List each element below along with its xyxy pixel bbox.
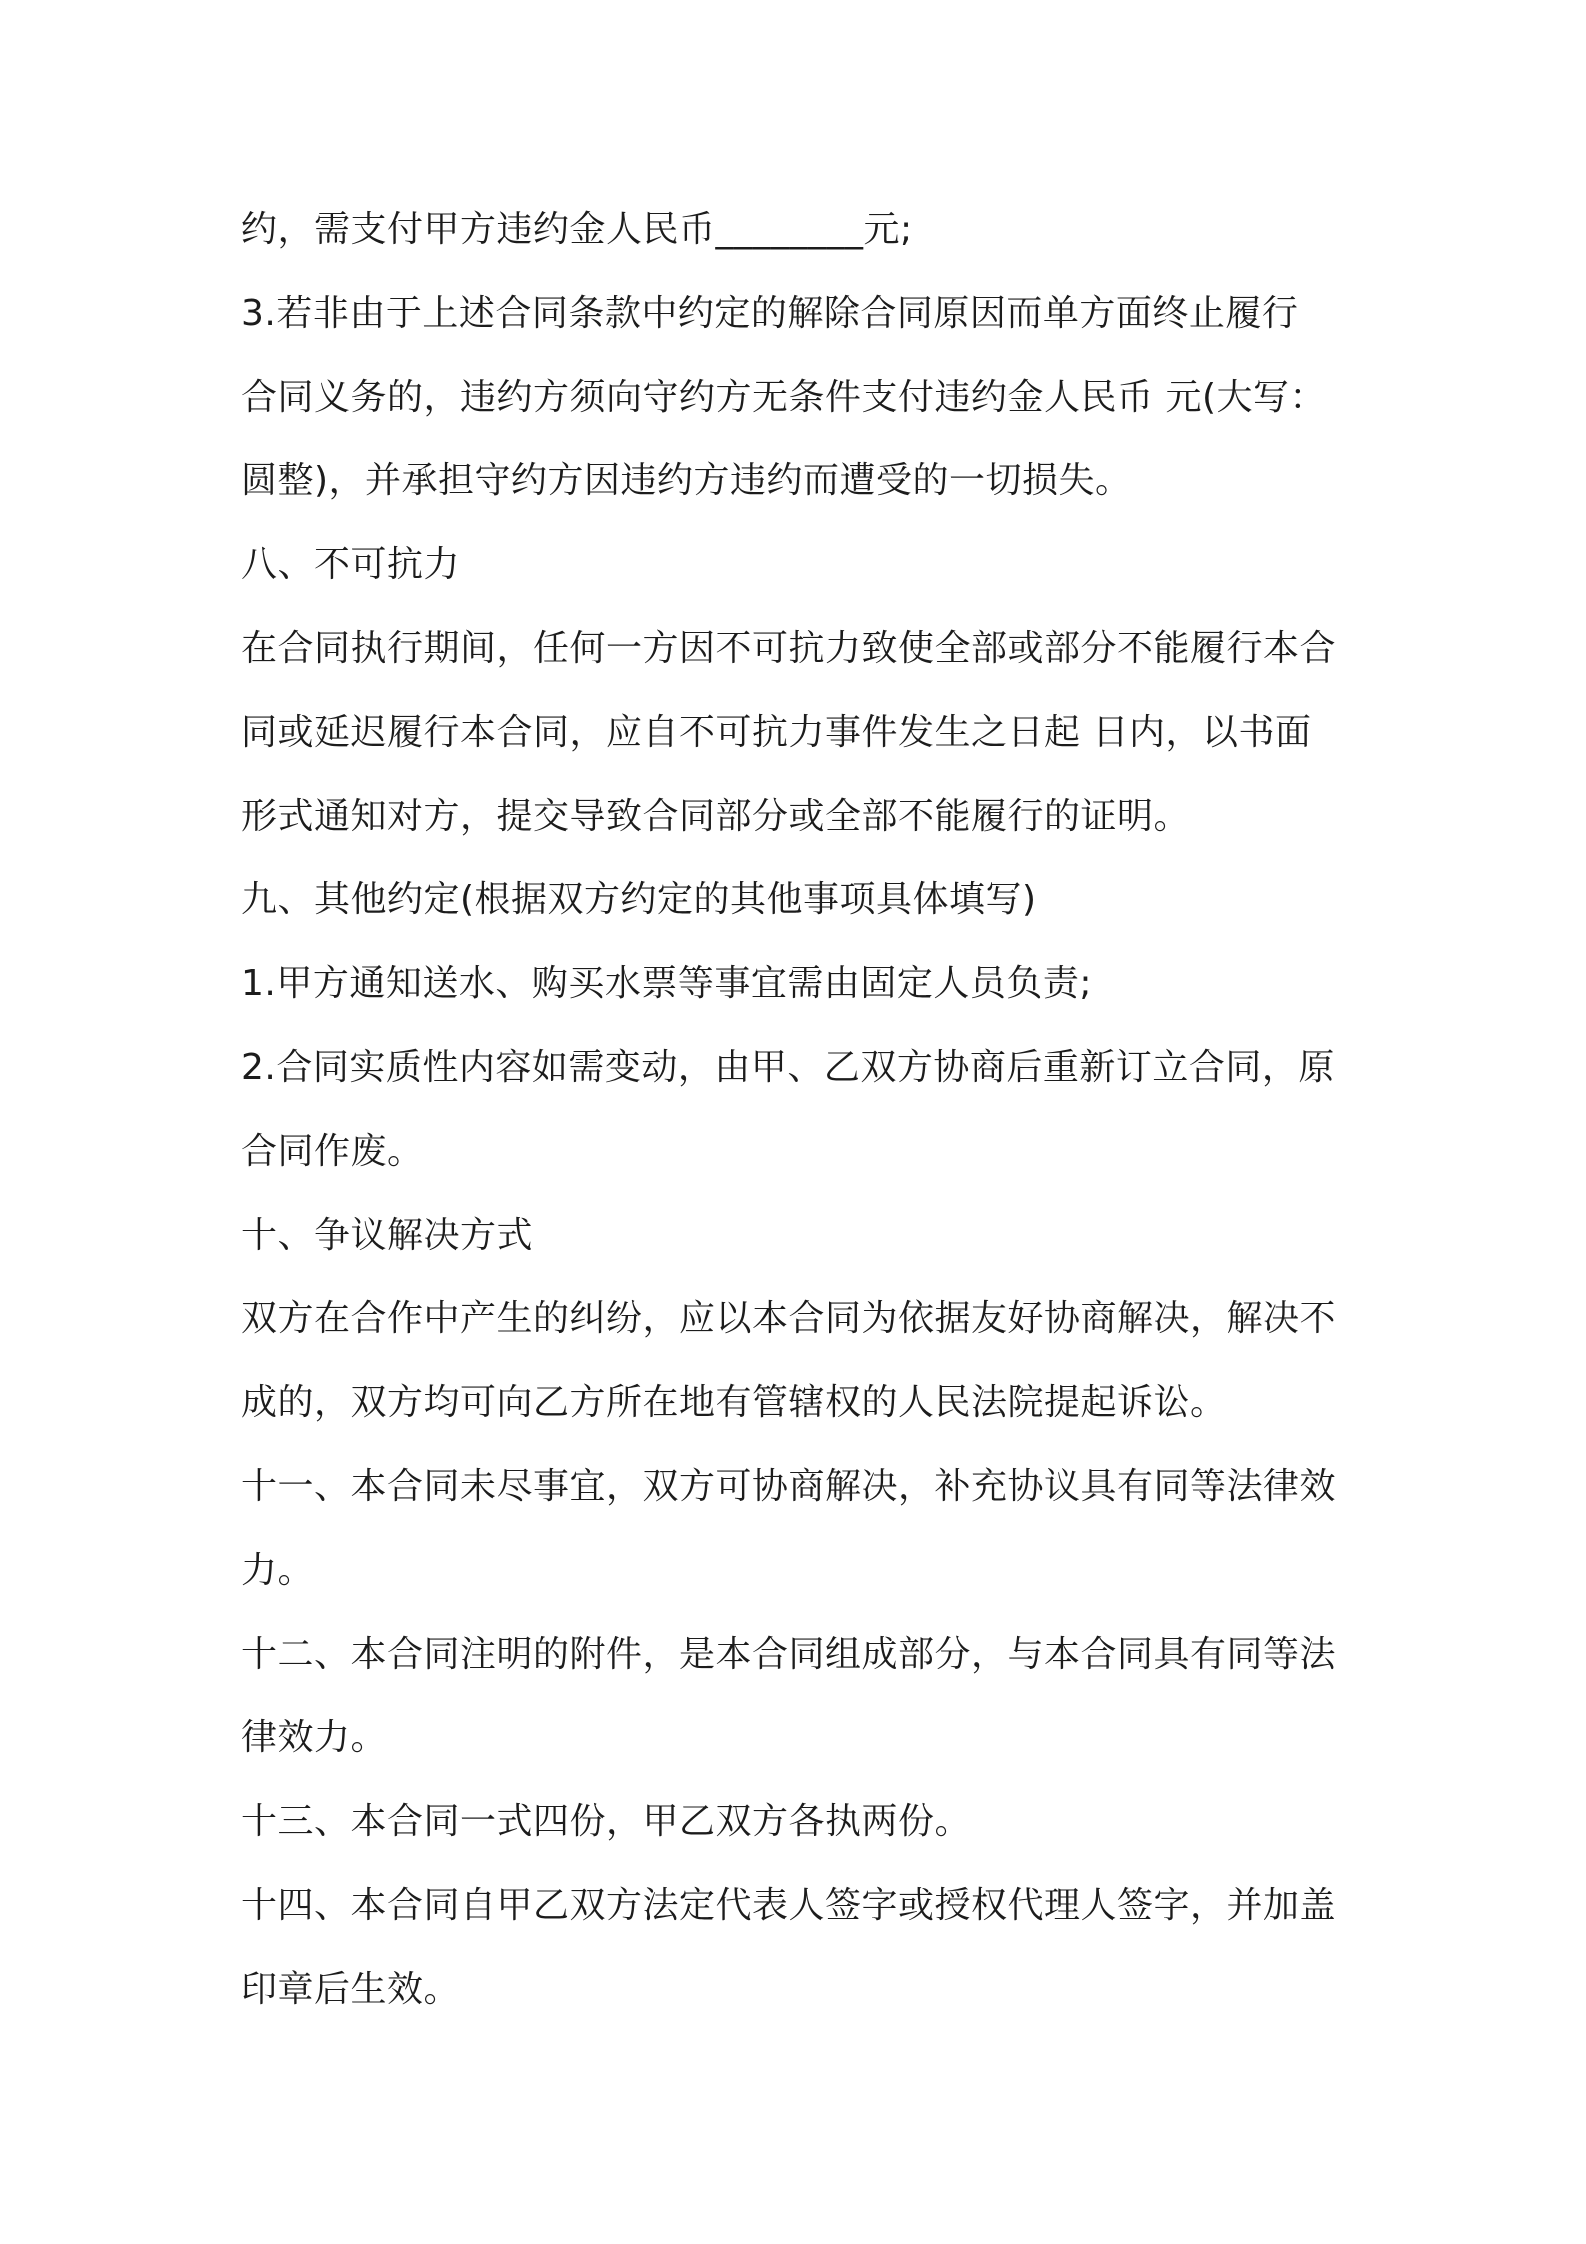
text-line: 双方在合作中产生的纠纷，应以本合同为依据友好协商解决，解决不	[241, 1298, 1337, 1339]
text-line: 十二、本合同注明的附件，是本合同组成部分，与本合同具有同等法	[241, 1634, 1337, 1675]
text-line: 合同作废。	[241, 1131, 424, 1172]
text-line: 2.合同实质性内容如需变动，由甲、乙双方协商后重新订立合同，原	[241, 1047, 1335, 1088]
text-line: 同或延迟履行本合同，应自不可抗力事件发生之日起 日内，以书面	[241, 712, 1312, 753]
section-heading: 九、其他约定(根据双方约定的其他事项具体填写)	[241, 879, 1037, 920]
section-heading: 八、不可抗力	[241, 544, 461, 585]
text-line: 力。	[241, 1550, 315, 1591]
text-line: 3.若非由于上述合同条款中约定的解除合同原因而单方面终止履行	[241, 293, 1299, 334]
section-heading: 十、争议解决方式	[241, 1215, 534, 1256]
text-line: 律效力。	[241, 1717, 388, 1758]
text-line: 圆整)，并承担守约方因违约方违约而遭受的一切损失。	[241, 460, 1132, 501]
text-line: 约，需支付甲方违约金人民币________元;	[241, 209, 913, 250]
text-line: 1.甲方通知送水、购买水票等事宜需由固定人员负责;	[241, 963, 1092, 1004]
text-line: 形式通知对方，提交导致合同部分或全部不能履行的证明。	[241, 796, 1191, 837]
text-line: 在合同执行期间，任何一方因不可抗力致使全部或部分不能履行本合	[241, 628, 1337, 669]
text-line: 印章后生效。	[241, 1969, 461, 2010]
text-line: 成的，双方均可向乙方所在地有管辖权的人民法院提起诉讼。	[241, 1382, 1227, 1423]
text-line: 十四、本合同自甲乙双方法定代表人签字或授权代理人签字，并加盖	[241, 1885, 1337, 1926]
text-line: 合同义务的，违约方须向守约方无条件支付违约金人民币 元(大写：	[241, 377, 1326, 418]
text-line: 十一、本合同未尽事宜，双方可协商解决，补充协议具有同等法律效	[241, 1466, 1337, 1507]
text-line: 十三、本合同一式四份，甲乙双方各执两份。	[241, 1801, 972, 1842]
